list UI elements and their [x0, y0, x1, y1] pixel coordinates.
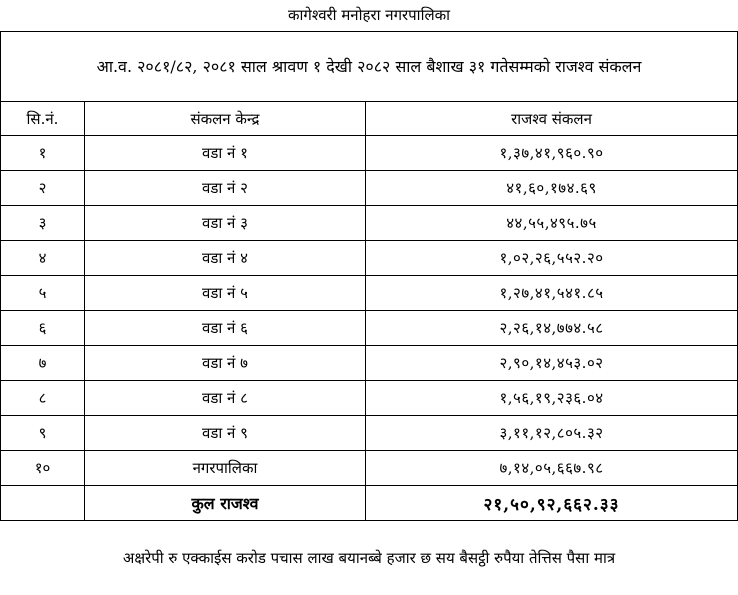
- row-center: वडा नं ६: [85, 311, 366, 346]
- report-period-row: [1, 32, 738, 102]
- row-sn: १: [1, 136, 85, 171]
- row-center: वडा नं ९: [85, 416, 366, 451]
- total-row: [1, 486, 738, 521]
- row-sn: ५: [1, 276, 85, 311]
- row-amount: १,५६,१९,२३६.०४: [366, 381, 738, 416]
- row-center: वडा नं ४: [85, 241, 366, 276]
- table-row: [1, 136, 738, 171]
- table-header-row: [1, 102, 738, 136]
- row-sn: २: [1, 171, 85, 206]
- table-row: [1, 241, 738, 276]
- row-center: वडा नं ३: [85, 206, 366, 241]
- row-amount: १,२७,४१,५४१.८५: [366, 276, 738, 311]
- municipality-title: कागेश्वरी मनोहरा नगरपालिका: [287, 6, 451, 24]
- column-header-sn: सि.नं.: [1, 102, 85, 136]
- table-row: [1, 171, 738, 206]
- row-amount: १,०२,२६,५५२.२०: [366, 241, 738, 276]
- table-row: [1, 381, 738, 416]
- row-amount: ३,११,१२,८०५.३२: [366, 416, 738, 451]
- total-sn-empty: [1, 486, 85, 521]
- table-row: [1, 346, 738, 381]
- row-center: वडा नं ५: [85, 276, 366, 311]
- row-sn: ८: [1, 381, 85, 416]
- row-amount: २,९०,१४,४५३.०२: [366, 346, 738, 381]
- table-row: [1, 416, 738, 451]
- row-sn: १०: [1, 451, 85, 486]
- row-sn: ६: [1, 311, 85, 346]
- row-amount: २,२६,१४,७७४.५८: [366, 311, 738, 346]
- row-amount: १,३७,४१,९६०.९०: [366, 136, 738, 171]
- row-sn: ९: [1, 416, 85, 451]
- row-center: वडा नं ८: [85, 381, 366, 416]
- total-label: कुल राजश्व: [85, 486, 366, 521]
- row-center: वडा नं २: [85, 171, 366, 206]
- table-row: [1, 451, 738, 486]
- row-amount: ४४,५५,४९५.७५: [366, 206, 738, 241]
- row-amount: ४१,६०,१७४.६९: [366, 171, 738, 206]
- amount-in-words: अक्षरेपी रु एक्काईस करोड पचास लाख बयानब्बे हजार छ सय बैसट्ठी रुपैया तेत्तिस पैसा मात्र: [122, 549, 616, 567]
- table-row: [1, 276, 738, 311]
- row-sn: ३: [1, 206, 85, 241]
- row-center: वडा नं ७: [85, 346, 366, 381]
- row-sn: ४: [1, 241, 85, 276]
- column-header-amount: राजश्व संकलन: [366, 102, 738, 136]
- table-row: [1, 206, 738, 241]
- report-period-heading: आ.व. २०८१/८२, २०८१ साल श्रावण १ देखी २०८२ साल बैशाख ३१ गतेसम्मको राजश्व संकलन: [1, 32, 738, 102]
- row-sn: ७: [1, 346, 85, 381]
- row-amount: ७,१४,०५,६६७.९८: [366, 451, 738, 486]
- table-row: [1, 311, 738, 346]
- row-center: वडा नं १: [85, 136, 366, 171]
- total-amount: २१,५०,९२,६६२.३३: [366, 486, 738, 521]
- row-center: नगरपालिका: [85, 451, 366, 486]
- column-header-center: संकलन केन्द्र: [85, 102, 366, 136]
- revenue-table: [0, 31, 738, 521]
